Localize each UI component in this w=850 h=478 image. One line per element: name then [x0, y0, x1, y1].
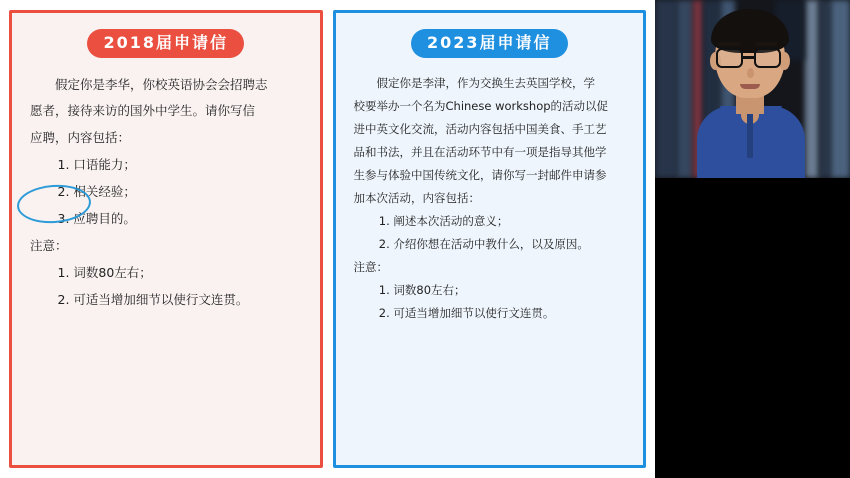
text-line: 2. 相关经验； — [57, 184, 136, 200]
text-line: 生参与体验中国传统文化，请你写一封邮件申请参 — [353, 167, 607, 182]
presenter-figure — [691, 14, 811, 178]
text-line: 应聘，内容包括： — [30, 130, 131, 146]
text-line: 假定你是李津，作为交换生去英国学校，学 — [376, 75, 595, 90]
text-line: 1. 词数80左右； — [378, 282, 466, 297]
text-line: 进中英文化交流，活动内容包括中国美食、手工艺 — [353, 121, 607, 136]
presenter-camera-panel — [655, 0, 850, 478]
text-line: 注意： — [353, 259, 388, 274]
text-line: 愿者，接待来访的国外中学生。请你写信 — [30, 103, 256, 119]
panel-2023 — [333, 10, 647, 468]
text-line: 3. 应聘目的。 — [57, 210, 136, 226]
panel-2018 — [9, 10, 323, 468]
text-line: 1. 口语能力； — [57, 157, 136, 173]
panel-2018-title: 2018届申请信 — [87, 29, 244, 58]
text-line: 注意： — [30, 237, 68, 253]
glasses-icon — [716, 48, 784, 68]
text-line: 2. 可适当增加细节以使行文连贯。 — [378, 305, 555, 320]
presenter-video-feed — [655, 0, 850, 178]
panel-2023-title: 2023届申请信 — [411, 29, 568, 58]
text-line: 品和书法，并且在活动环节中有一项是指导其他学 — [353, 144, 607, 159]
text-line: 加本次活动，内容包括： — [353, 190, 480, 205]
text-line: 1. 阐述本次活动的意义； — [378, 213, 509, 228]
text-line: 2. 介绍你想在活动中教什么，以及原因。 — [378, 236, 589, 251]
camera-empty-area — [655, 178, 850, 478]
text-line: 假定你是李华，你校英语协会会招聘志 — [55, 76, 268, 92]
text-line: 校要举办一个名为Chinese workshop的活动以促 — [353, 98, 609, 113]
text-line: 1. 词数80左右； — [57, 264, 152, 280]
text-line: 2. 可适当增加细节以使行文连贯。 — [57, 291, 249, 307]
panel-2018-body — [30, 72, 302, 314]
panel-2023-body — [354, 72, 626, 325]
